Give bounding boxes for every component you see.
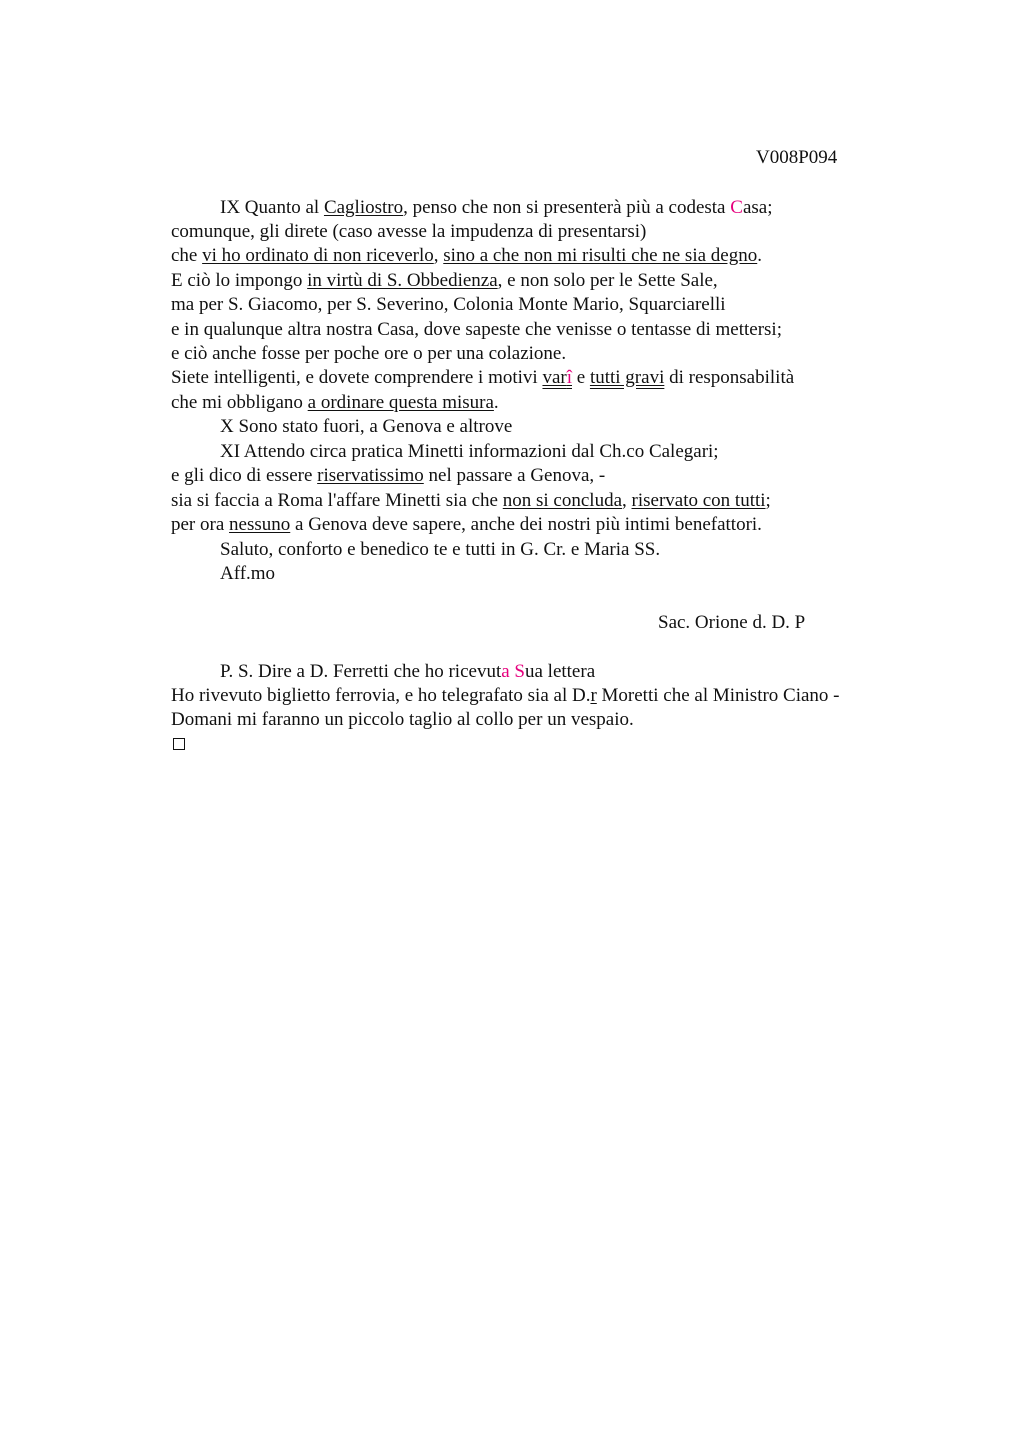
paragraph-xi-line-3 (171, 489, 771, 513)
text-span: di responsabilità (664, 367, 795, 388)
postscript-line-3: Domani mi faranno un piccolo taglio al collo per un vespaio. (171, 709, 634, 730)
highlighted-text: C (730, 197, 743, 218)
paragraph-xi-line-2 (171, 464, 605, 488)
text-span: e (572, 367, 590, 388)
end-marker-box-icon (173, 738, 185, 750)
closing-greeting: Saluto, conforto e benedico te e tutti in G. Cr. e Maria SS. (220, 539, 661, 560)
text-span: , (622, 490, 632, 511)
text-span: ; (765, 490, 771, 511)
paragraph-ix-line-5: ma per S. Giacomo, per S. Severino, Colonia Monte Mario, Squarciarelli (171, 294, 726, 315)
paragraph-ix-line-4 (171, 269, 718, 293)
text-span: a Genova deve sapere, anche dei nostri più intimi benefattori. (290, 514, 762, 535)
underlined-text: in virtù di S. Obbedienza (307, 270, 498, 291)
text-span: IX Quanto al (220, 197, 324, 218)
paragraph-ix-line-6: e in qualunque altra nostra Casa, dove sapeste che venisse o tentasse di mettersi; (171, 319, 782, 340)
text-span: che mi obbligano (171, 392, 308, 413)
signature: Sac. Orione d. D. P (658, 612, 806, 633)
page-reference: V008P094 (756, 147, 838, 168)
text-span: var (542, 367, 567, 388)
text-span: . (493, 392, 499, 413)
text-span: . (757, 245, 762, 266)
paragraph-ix-line-9 (171, 391, 499, 415)
double-underlined-text (542, 367, 572, 388)
text-span: per ora (171, 514, 230, 535)
paragraph-ix-line-3 (171, 244, 762, 268)
underlined-text: r (590, 685, 597, 706)
text-span: sia si faccia a Roma l'affare Minetti sia che (171, 490, 503, 511)
highlighted-text: a S (501, 661, 525, 682)
underlined-text: nessuno (229, 514, 291, 535)
underlined-text: vi ho ordinato di non riceverlo (202, 245, 434, 266)
text-span: , (433, 245, 444, 266)
underlined-text: riservatissimo (317, 465, 424, 486)
text-span: E ciò lo impongo (171, 270, 308, 291)
paragraph-ix-line-8 (171, 366, 794, 390)
text-span: Ho rivevuto biglietto ferrovia, e ho telegrafato sia al D. (171, 685, 591, 706)
paragraph-xi-line-1: XI Attendo circa pratica Minetti informazioni dal Ch.co Calegari; (220, 441, 719, 462)
text-span: , e non solo per le Sette Sale, (497, 270, 718, 291)
text-span: e gli dico di essere (171, 465, 318, 486)
text-span: Moretti che al Ministro Ciano - (596, 685, 840, 706)
postscript-line-2 (171, 684, 840, 708)
underlined-text: sino a che non mi risulti che ne sia degno (443, 245, 758, 266)
underlined-text: riservato con tutti (631, 490, 766, 511)
double-underlined-text: tutti gravi (589, 367, 665, 388)
text-span: , penso che non si presenterà più a codesta (403, 197, 731, 218)
highlighted-text: î (566, 367, 572, 388)
text-span: che (171, 245, 203, 266)
closing-affectionate: Aff.mo (220, 563, 276, 584)
underlined-text: non si concluda (502, 490, 623, 511)
paragraph-ix-line-7: e ciò anche fosse per poche ore o per una colazione. (171, 343, 567, 364)
text-span: asa; (742, 197, 773, 218)
postscript-line-1 (220, 660, 595, 684)
underlined-text: a ordinare questa misura (307, 392, 494, 413)
text-span: ua lettera (524, 661, 596, 682)
paragraph-x: X Sono stato fuori, a Genova e altrove (220, 416, 513, 437)
text-span: P. S. Dire a D. Ferretti che ho ricevut (220, 661, 502, 682)
text-span: Siete intelligenti, e dovete comprendere i motivi (171, 367, 543, 388)
paragraph-ix-line-1 (220, 196, 772, 220)
underlined-text: Cagliostro (323, 197, 404, 218)
paragraph-ix-line-2: comunque, gli direte (caso avesse la impudenza di presentarsi) (171, 221, 647, 242)
text-span: nel passare a Genova, - (423, 465, 606, 486)
paragraph-xi-line-4 (171, 513, 762, 537)
